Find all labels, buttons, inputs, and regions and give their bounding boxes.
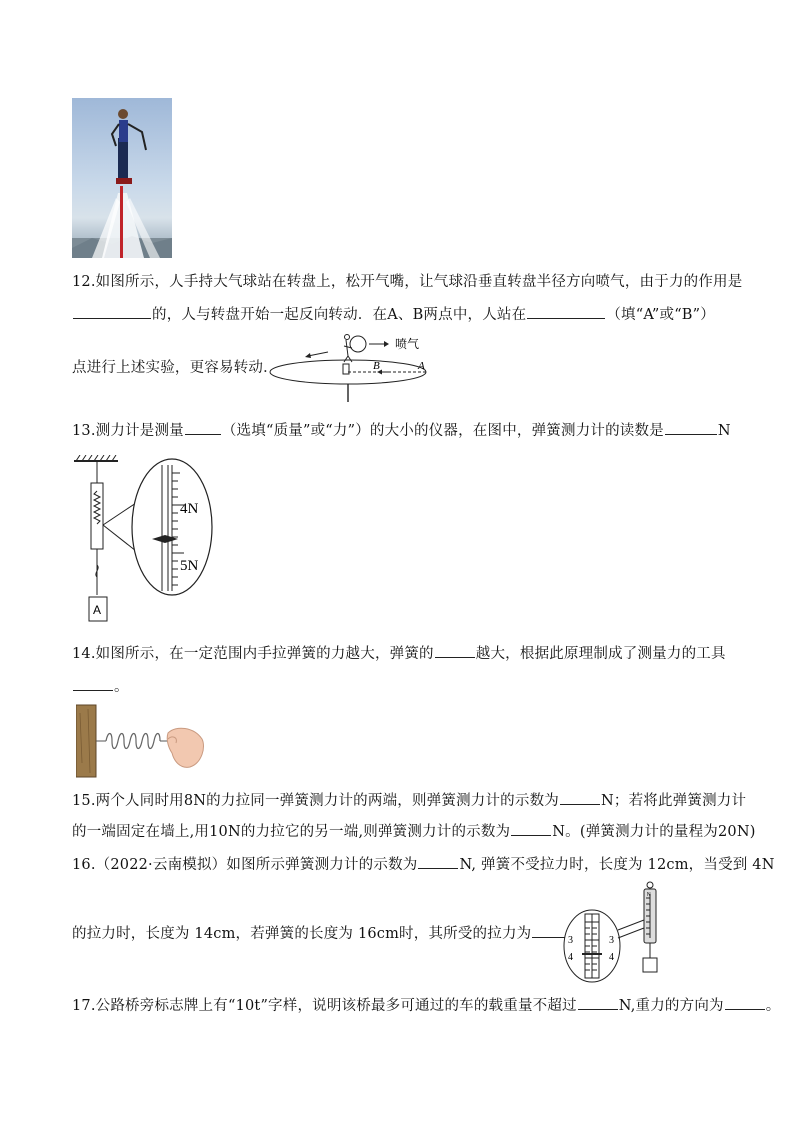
q14-line-2: 。 — [72, 675, 129, 697]
q17-line-1: 17.公路桥旁标志牌上有“10t”字样，说明该桥最多可通过的车的载重量不超过 N,重力的方向为 。 — [72, 994, 780, 1016]
scale-4-left: 4 — [568, 952, 573, 963]
q15-blank-2[interactable] — [511, 820, 551, 836]
q12-line-3: 点进行上述实验，更容易转动． — [72, 360, 278, 376]
q12-line-1: 12.如图所示，人手持大气球站在转盘上，松开气嘴，让气球沿垂直转盘半径方向喷气，由于力的作用是 — [72, 274, 743, 290]
q16-line-2: 的拉力时，长度为 14cm，若弹簧的长度为 16cm时，其所受的拉力为 — [72, 922, 601, 944]
point-b-label: B — [373, 360, 380, 372]
q16-line-1: 16.（2022·云南模拟）如图所示弹簧测力计的示数为 N, 弹簧不受拉力时，长度为 12cm，当受到 4N — [72, 853, 775, 875]
q14-blank-1[interactable] — [435, 642, 475, 658]
q12-line-2: 的，人与转盘开始一起反向转动．在A、B两点中，人站在 （填“A”或“B”） — [72, 303, 715, 325]
q12-blank-2[interactable] — [527, 303, 605, 319]
flyboard-photo — [72, 98, 172, 258]
q12-blank-1[interactable] — [73, 303, 151, 319]
q17-blank-1[interactable] — [578, 994, 618, 1010]
tick-5n-label: 5N — [180, 558, 199, 574]
tick-4n-label: 4N — [180, 501, 199, 517]
q15-line-1: 15.两个人同时用8N的力拉同一弹簧测力计的两端，则弹簧测力计的示数为 N；若将此弹簧测力计 — [72, 789, 746, 811]
q13-blank-2[interactable] — [665, 419, 717, 435]
q14-blank-2[interactable] — [73, 675, 113, 691]
q13-line-1: 13.测力计是测量 （选填“质量”或“力”）的大小的仪器，在图中，弹簧测力计的读数是 N — [72, 419, 731, 441]
turntable-figure — [268, 330, 438, 408]
scale-4-right: 4 — [609, 952, 614, 963]
q16-blank-1[interactable] — [418, 853, 458, 869]
weight-label: A — [93, 603, 102, 617]
spring-scale-figure — [72, 455, 222, 627]
q13-blank-1[interactable] — [185, 419, 221, 435]
point-a-label: A — [418, 360, 425, 372]
scale-unit-label: N — [647, 892, 651, 898]
q17-blank-2[interactable] — [725, 994, 765, 1010]
scale-3-left: 3 — [568, 935, 573, 946]
spring-pull-figure — [76, 703, 208, 779]
q15-line-2: 的一端固定在墙上,用10N的力拉它的另一端,则弹簧测力计的示数为 N。(弹簧测力计的量程为20N) — [72, 820, 756, 842]
scale-3-right: 3 — [609, 935, 614, 946]
q14-line-1: 14.如图所示，在一定范围内手拉弹簧的力越大，弹簧的 越大，根据此原理制成了测量力的工具 — [72, 642, 726, 664]
q15-blank-1[interactable] — [560, 789, 600, 805]
spring-scale-small-figure — [560, 880, 670, 984]
spray-label: 喷气 — [395, 337, 420, 351]
